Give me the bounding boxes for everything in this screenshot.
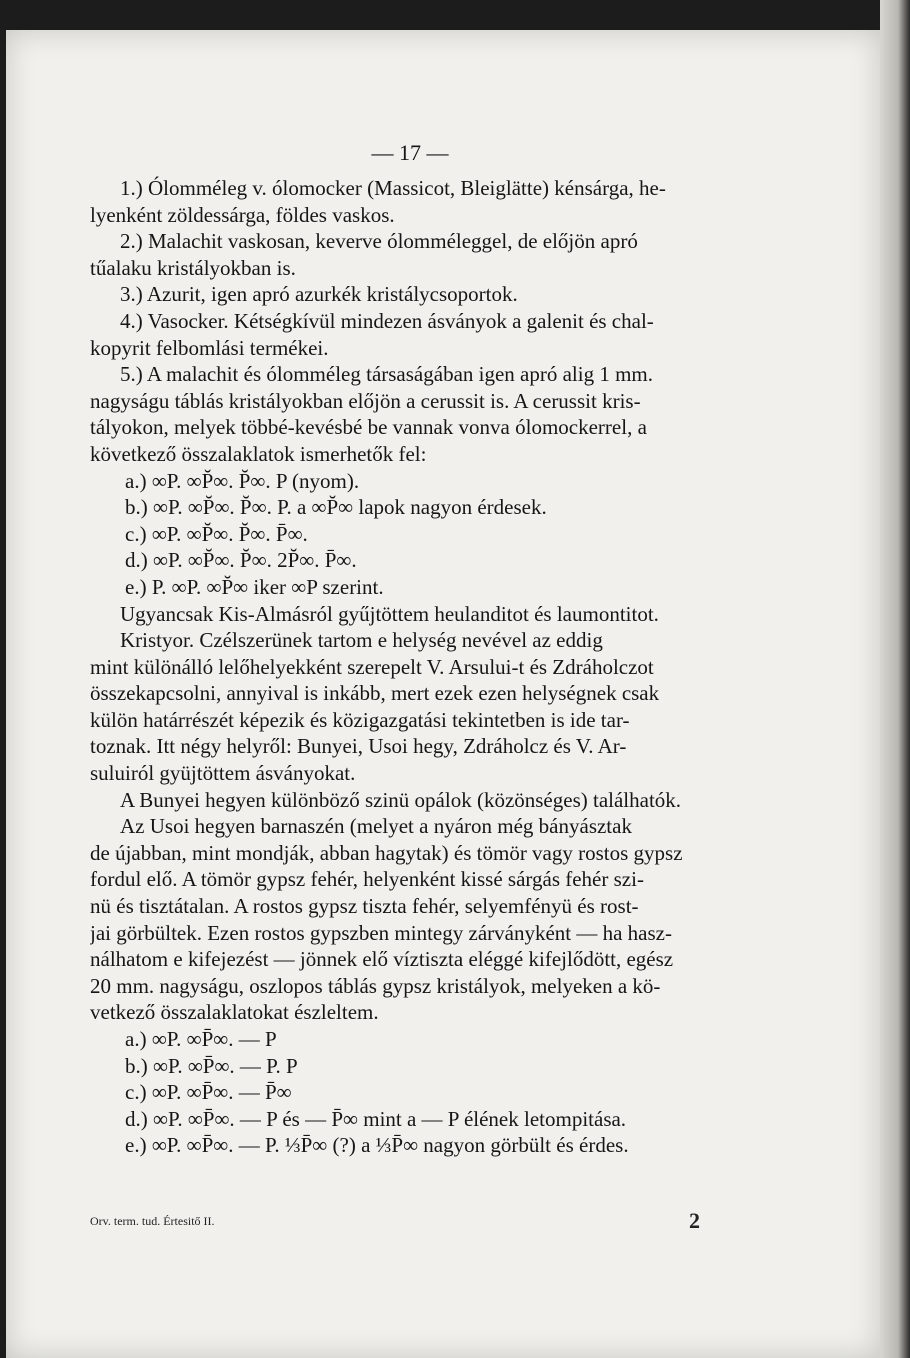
text-line: nü és tisztátalan. A rostos gypsz tiszta fehér, selyemfényü és rost- <box>90 894 639 919</box>
formula-line: a.) ∞P. ∞P̆∞. P̆∞. P (nyom). <box>125 468 360 493</box>
text-line: A Bunyei hegyen különböző szinü opálok (közönséges) találhatók. <box>120 787 682 812</box>
text-line: suluiról gyüjtöttem ásványokat. <box>90 761 356 786</box>
formula-line: e.) P. ∞P. ∞P̆∞ iker ∞P szerint. <box>125 574 384 599</box>
formula-line: b.) ∞P. ∞P̄∞. — P. P <box>125 1053 298 1078</box>
text-line: összekapcsolni, annyival is inkább, mert ezek ezen helységnek csak <box>90 681 660 706</box>
text-line: külön határrészét képezik és közigazgatási tekintetben is ide tar- <box>90 707 630 732</box>
text-line: de újabban, mint mondják, abban hagytak) és tömör vagy rostos gypsz <box>90 840 683 865</box>
page-footer <box>90 1208 740 1233</box>
text-line: fordul elő. A tömör gypsz fehér, helyenként kissé sárgás fehér szi- <box>90 867 644 892</box>
text-line: vetkező összalaklatokat észleltem. <box>90 1000 379 1025</box>
text-line: következő összalaklatok ismerhetők fel: <box>90 441 427 466</box>
text-line: Ugyancsak Kis-Almásról gyűjtöttem heulanditot és laumontitot. <box>120 601 659 626</box>
text-line: 5.) A malachit és ólomméleg társaságában igen apró alig 1 mm. <box>120 362 654 387</box>
formula-line: d.) ∞P. ∞P̄∞. — P és — P̄∞ mint a — P élének letompitása. <box>125 1106 627 1131</box>
text-line: nálhatom e kifejezést — jönnek elő víztiszta eléggé kifejlődött, egész <box>90 947 674 972</box>
text-line: Az Usoi hegyen barnaszén (melyet a nyáron még bányásztak <box>120 814 632 839</box>
formula-line: e.) ∞P. ∞P̄∞. — P. ⅓P̄∞ (?) a ⅓P̄∞ nagyon görbült és érdes. <box>125 1133 629 1158</box>
page-edge <box>880 0 910 1358</box>
text-line: 3.) Azurit, igen apró azurkék kristálycsoportok. <box>120 282 518 307</box>
signature-mark: 2 <box>689 1208 700 1233</box>
text-line: nagyságu táblás kristályokban előjön a cerussit is. A cerussit kris- <box>90 388 641 413</box>
journal-reference: Orv. term. tud. Értesitő II. <box>90 1214 215 1228</box>
formula-line: c.) ∞P. ∞P̆∞. P̆∞. P̄∞. <box>125 521 308 546</box>
text-line: Kristyor. Czélszerünek tartom e helység nevével az eddig <box>120 628 603 653</box>
text-line: 2.) Malachit vaskosan, keverve ólomméleggel, de előjön apró <box>120 229 638 254</box>
text-line: jai görbültek. Ezen rostos gypszben mintegy zárványként — ha hasz- <box>90 920 672 945</box>
text-line: 20 mm. nagyságu, oszlopos táblás gypsz kristályok, melyeken a kö- <box>90 973 661 998</box>
text-line: mint különálló lelőhelyekként szerepelt V. Arsului-t és Zdráholczot <box>90 654 654 679</box>
page-body <box>90 135 740 1159</box>
text-line: tűalaku kristályokban is. <box>90 255 296 280</box>
text-line: 1.) Ólomméleg v. ólomocker (Massicot, Bleiglätte) kénsárga, he- <box>120 176 666 200</box>
formula-line: d.) ∞P. ∞P̆∞. P̆∞. 2P̆∞. P̄∞. <box>125 548 357 573</box>
text-line: kopyrit felbomlási termékei. <box>90 335 329 360</box>
text-line: toznak. Itt négy helyről: Bunyei, Usoi hegy, Zdráholcz és V. Ar- <box>90 734 627 759</box>
formula-line: b.) ∞P. ∞P̆∞. P̆∞. P. a ∞P̆∞ lapok nagyon érdesek. <box>125 495 547 520</box>
page-number: — 17 — <box>371 140 449 165</box>
text-line: tályokon, melyek többé-kevésbé be vannak vonva ólomockerrel, a <box>90 415 647 440</box>
formula-line: c.) ∞P. ∞P̄∞. — P̄∞ <box>125 1080 292 1105</box>
text-line: 4.) Vasocker. Kétségkívül mindezen ásványok a galenit és chal- <box>120 308 654 333</box>
text-line: lyenként zöldessárga, földes vaskos. <box>90 202 395 227</box>
formula-line: a.) ∞P. ∞P̄∞. — P <box>125 1027 277 1051</box>
